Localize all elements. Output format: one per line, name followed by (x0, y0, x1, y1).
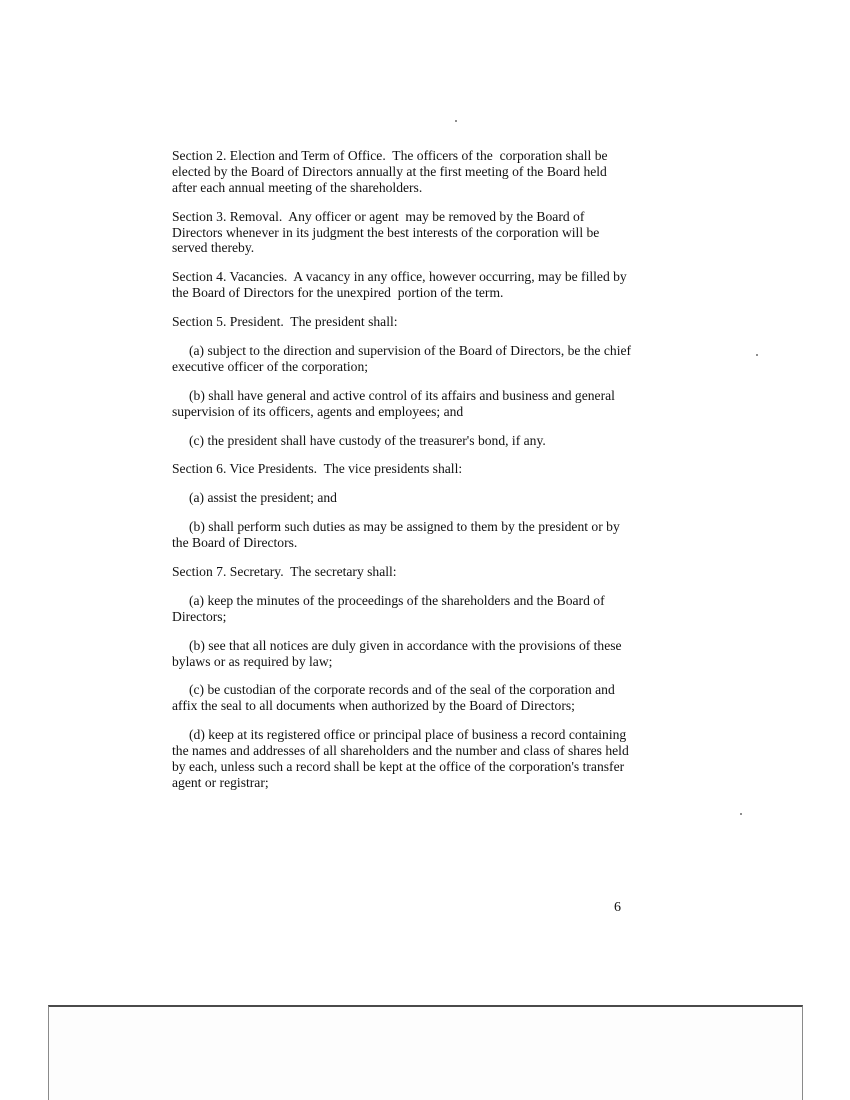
paragraph: (d) keep at its registered office or principal place of business a record containing the names and addresses of all shareholders and the number and class of shares held by each, unless such a record shall be kept at the office of the corporation's transfer agent or registrar; (172, 727, 633, 790)
paragraph: Section 5. President. The president shall: (172, 314, 398, 330)
paragraph: (a) subject to the direction and supervision of the Board of Directors, be the chief executive officer of the corporation; (172, 343, 635, 374)
paragraph: (c) be custodian of the corporate records and of the seal of the corporation and affix the seal to all documents when authorized by the Board of Directors; (172, 682, 619, 714)
paragraph: Section 7. Secretary. The secretary shall: (172, 564, 397, 580)
paragraph: Section 2. Election and Term of Office. The officers of the corporation shall be elected by the Board of Directors annually at the first meeting of the Board held after each annual meeting of the shareholders. (172, 148, 611, 195)
paragraph: (b) shall have general and active control of its affairs and business and general supervision of its officers, agents and employees; and (172, 387, 619, 419)
paragraph: (a) assist the president; and (189, 490, 337, 506)
scan-speck (455, 120, 457, 122)
paragraph: Section 6. Vice Presidents. The vice presidents shall: (172, 461, 463, 477)
next-page-edge (48, 1005, 803, 1100)
paragraph: Section 3. Removal. Any officer or agent may be removed by the Board of Directors whenever in its judgment the best interests of the corporation will be served thereby. (172, 208, 603, 256)
paragraph: (a) keep the minutes of the proceedings of the shareholders and the Board of Directors; (172, 592, 609, 624)
paragraph: (b) see that all notices are duly given in accordance with the provisions of these bylaws or as required by law; (172, 637, 625, 669)
scan-speck (740, 813, 742, 815)
paragraph: Section 4. Vacancies. A vacancy in any office, however occurring, may be filled by the Board of Directors for the unexpired portion of the term. (172, 269, 631, 301)
page-number: 6 (614, 900, 621, 915)
document-body (172, 148, 634, 804)
paragraph: (c) the president shall have custody of the treasurer's bond, if any. (189, 432, 546, 448)
paragraph: (b) shall perform such duties as may be assigned to them by the president or by the Board of Directors. (172, 519, 624, 551)
scan-speck (756, 354, 758, 356)
